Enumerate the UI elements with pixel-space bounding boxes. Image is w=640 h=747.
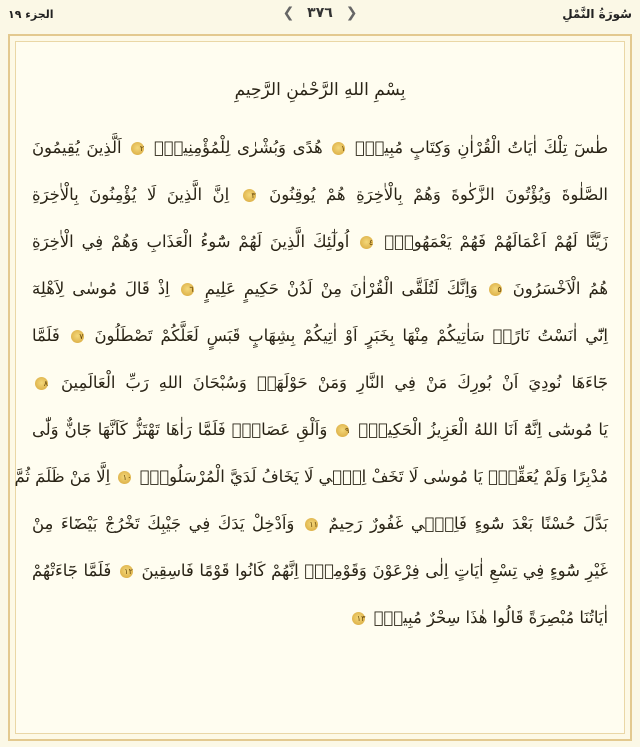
ayah-number-marker[interactable]: ٢ [131,142,144,155]
ayah-number-marker[interactable]: ٧ [71,330,84,343]
page-number: ٣٧٦ [307,5,333,21]
verse-text: غَيْرِ سُٓوءٍ فِي تِسْعِ اٰيَاتٍ اِلٰى فِرْعَوْنَ وَقَوْمِهٖۜ اِنَّهُمْ كَانُوا قَوْمًا فَاسِقِينَ [135,561,608,580]
verse-line [32,359,608,406]
verse-text: اِنَّ الَّذِينَ لَا يُؤْمِنُونَ بِالْاٰخِرَةِ [32,185,240,204]
chevron-left-icon[interactable]: ❮ [282,5,295,21]
verse-line [32,171,608,218]
verse-line [14,453,608,500]
verse-text: هُمُ الْاَخْسَرُونَ [504,279,609,298]
ayah-number-marker[interactable]: ١٣ [352,612,365,625]
verse-line [32,218,608,265]
mushaf-page-inner-border [15,41,625,734]
ayah-number-marker[interactable]: ١٢ [120,565,133,578]
verse-text: هُدًى وَبُشْرٰى لِلْمُؤْمِنِينَۙ [147,138,330,157]
surah-name: سُورَةُ النَّمْلِ [562,7,632,21]
mushaf-page-frame [8,34,632,741]
verse-text: وَاِنَّكَ لَتُلَقَّى الْقُرْاٰنَ مِنْ لَدُنْ حَكِيمٍ عَلِيمٍ [196,279,486,298]
verse-line [32,265,608,312]
chevron-right-icon[interactable]: ❯ [345,5,358,21]
ayah-number-marker[interactable]: ٦ [181,283,194,296]
verse-text: اِنّٓي اٰنَسْتُ نَارًاۜ سَاٰتِيكُمْ مِنْهَا بِخَبَرٍ اَوْ اٰتِيكُمْ بِشِهَابٍ قَبَسٍ لَعَلَّكُمْ تَصْطَلُونَ [86,326,608,345]
verse-text: اَلَّذِينَ يُقِيمُونَ [32,138,129,157]
verse-text: جَٓاءَهَا نُودِيَ اَنْ بُورِكَ مَنْ فِي النَّارِ وَمَنْ حَوْلَهَاۜ وَسُبْحَانَ اللهِ رَبِّ الْعَالَمِينَ [51,373,608,392]
ayah-number-marker[interactable]: ٤ [360,236,373,249]
page-navigator [0,5,640,21]
ayah-number-marker[interactable]: ١١ [305,518,318,531]
top-bar [0,0,640,34]
verse-text: مُدْبِرًا وَلَمْ يُعَقِّبْۜ يَا مُوسٰى لَا تَخَفْ اِنّٖي لَا يَخَافُ لَدَيَّ الْمُرْسَلُونَۗ [134,467,608,486]
verse-text: يَا مُوسٰٓى اِنَّهُٓ اَنَا اللهُ الْعَزِيزُ الْحَكِيمُۙ [352,420,608,439]
juz-label: الجزء ١٩ [8,8,54,21]
ayah-number-marker[interactable]: ٣ [243,189,256,202]
ayah-number-marker[interactable]: ٨ [35,377,48,390]
verse-line [32,406,608,453]
verse-line [32,594,608,641]
verse-text: فَلَمَّا جَٓاءَتْهُمْ [32,561,117,580]
verse-text: الصَّلٰوةَ وَيُؤْتُونَ الزَّكٰوةَ وَهُمْ بِالْاٰخِرَةِ هُمْ يُوقِنُونَ [258,185,608,204]
verse-text: وَاَدْخِلْ يَدَكَ فِي جَيْبِكَ تَخْرُجْ بَيْضَٓاءَ مِنْ [32,514,302,533]
ayah-number-marker[interactable]: ٩ [336,424,349,437]
verse-lines [14,124,609,641]
verse-text: اُولٰٓئِكَ الَّذِينَ لَهُمْ سُٓوءُ الْعَذَابِ وَهُمْ فِي الْاٰخِرَةِ [32,232,358,251]
verse-text: اِلَّا مَنْ ظَلَمَ ثُمَّ [14,467,116,486]
verse-line [32,547,608,594]
ayah-number-marker[interactable]: ١ [332,142,345,155]
verse-line [32,312,608,359]
verse-line [32,500,608,547]
verse-text: فَلَمَّا [32,326,68,345]
verse-text: طٰسٓ تِلْكَ اٰيَاتُ الْقُرْاٰنِ وَكِتَابٍ مُبِينٍۙ [348,138,608,157]
basmala: بِسْمِ اللهِ الرَّحْمٰنِ الرَّحِيمِ [234,80,406,100]
verse-text: اِذْ قَالَ مُوسٰى لِاَهْلِهٓ [32,279,178,298]
verse-line [32,124,608,171]
ayah-number-marker[interactable]: ١٠ [118,471,131,484]
ayah-number-marker[interactable]: ٥ [489,283,502,296]
verse-text: اٰيَاتُنَا مُبْصِرَةً قَالُوا هٰذَا سِحْرٌ مُبِينٌۚ [368,608,608,627]
verse-text: بَدَّلَ حُسْنًا بَعْدَ سُٓوءٍ فَاِنّٖي غَفُورٌ رَحِيمٌ [320,514,608,533]
verse-text: وَاَلْقِ عَصَاكَۜ فَلَمَّا رَاٰهَا تَهْتَزُّ كَاَنَّهَا جَٓانٌّ وَلّٰى [32,420,334,439]
verse-text: زَيَّنَّا لَهُمْ اَعْمَالَهُمْ فَهُمْ يَعْمَهُونَۜ [376,232,608,251]
